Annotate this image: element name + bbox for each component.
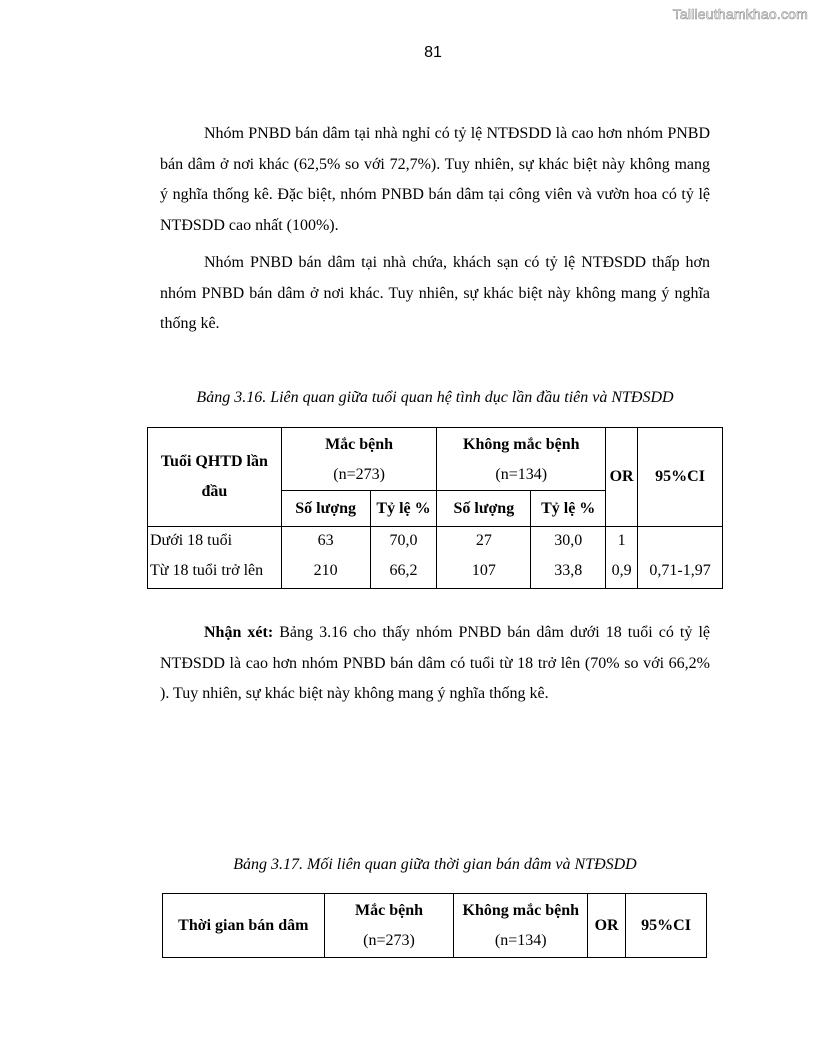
case-count: 210 bbox=[281, 555, 370, 589]
noncase-group-header bbox=[454, 894, 588, 958]
noncase-pct-header: Tỷ lệ % bbox=[531, 491, 606, 527]
col-group-header bbox=[148, 428, 282, 527]
row-group: Từ 18 tuổi trở lên bbox=[148, 555, 282, 589]
watermark: Tailieuthamkhao.com bbox=[672, 6, 808, 22]
noncase-n: (n=134) bbox=[494, 931, 547, 949]
noncase-label: Không mắc bệnh bbox=[463, 436, 580, 453]
case-group-header bbox=[324, 894, 454, 958]
table-3-17-caption: Bảng 3.17. Mối liên quan giữa thời gian bán dâm và NTĐSDD bbox=[233, 856, 637, 873]
noncase-pct: 30,0 bbox=[531, 527, 606, 555]
case-label: Mắc bệnh bbox=[354, 901, 423, 919]
noncase-pct: 33,8 bbox=[531, 555, 606, 589]
noncase-n: (n=134) bbox=[495, 466, 548, 483]
comment-label: Nhận xét: bbox=[204, 624, 274, 641]
or-value: 1 bbox=[606, 527, 638, 555]
case-count-header: Số lượng bbox=[281, 491, 370, 527]
ci-header: 95%CI bbox=[638, 428, 723, 527]
or-header: OR bbox=[588, 894, 626, 958]
case-label: Mắc bệnh bbox=[325, 436, 394, 453]
table-3-17 bbox=[162, 893, 707, 958]
table-row bbox=[148, 527, 723, 555]
paragraph-3 bbox=[160, 618, 710, 710]
page-number: 81 bbox=[424, 44, 442, 61]
noncase-label: Không mắc bệnh bbox=[462, 901, 579, 919]
ci-value bbox=[638, 527, 723, 555]
table-3-16-caption: Bảng 3.16. Liên quan giữa tuổi quan hệ tình dục lần đầu tiên và NTĐSDD bbox=[196, 389, 674, 406]
row-group: Dưới 18 tuổi bbox=[148, 527, 282, 555]
comment-text: Bảng 3.16 cho thấy nhóm PNBD bán dâm dưới 18 tuổi có tỷ lệ NTĐSDD là cao hơn nhóm PNBD bán dâm có tuổi từ 18 trở lên (70% so với 66,2% ). Tuy nhiên, sự khác biệt này không mang ý nghĩa thống kê. bbox=[160, 624, 710, 702]
ci-header: 95%CI bbox=[626, 894, 707, 958]
or-header: OR bbox=[606, 428, 638, 527]
case-pct: 70,0 bbox=[370, 527, 437, 555]
table-row bbox=[148, 555, 723, 589]
case-n: (n=273) bbox=[363, 931, 415, 949]
col-group-header: Thời gian bán dâm bbox=[163, 894, 325, 958]
table-3-16 bbox=[147, 427, 723, 589]
ci-value: 0,71-1,97 bbox=[638, 555, 723, 589]
noncase-count-header: Số lượng bbox=[437, 491, 531, 527]
noncase-count: 107 bbox=[437, 555, 531, 589]
case-n: (n=273) bbox=[333, 466, 385, 483]
noncase-count: 27 bbox=[437, 527, 531, 555]
case-group-header bbox=[281, 428, 437, 491]
col-group-label: Tuổi QHTD lần đầu bbox=[160, 453, 268, 500]
case-pct-header: Tỷ lệ % bbox=[370, 491, 437, 527]
paragraph-2: Nhóm PNBD bán dâm tại nhà chứa, khách sạn có tỷ lệ NTĐSDD thấp hơn nhóm PNBD bán dâm ở nơi khác. Tuy nhiên, sự khác biệt này không mang ý nghĩa thống kê. bbox=[160, 254, 710, 332]
noncase-group-header bbox=[437, 428, 606, 491]
case-pct: 66,2 bbox=[370, 555, 437, 589]
or-value: 0,9 bbox=[606, 555, 638, 589]
case-count: 63 bbox=[281, 527, 370, 555]
paragraph-1: Nhóm PNBD bán dâm tại nhà nghỉ có tỷ lệ NTĐSDD là cao hơn nhóm PNBD bán dâm ở nơi khác (62,5% so với 72,7%). Tuy nhiên, sự khác biệt này không mang ý nghĩa thống kê. Đặc biệt, nhóm PNBD bán dâm tại công viên và vườn hoa có tỷ lệ NTĐSDD cao nhất (100%). bbox=[160, 125, 710, 234]
